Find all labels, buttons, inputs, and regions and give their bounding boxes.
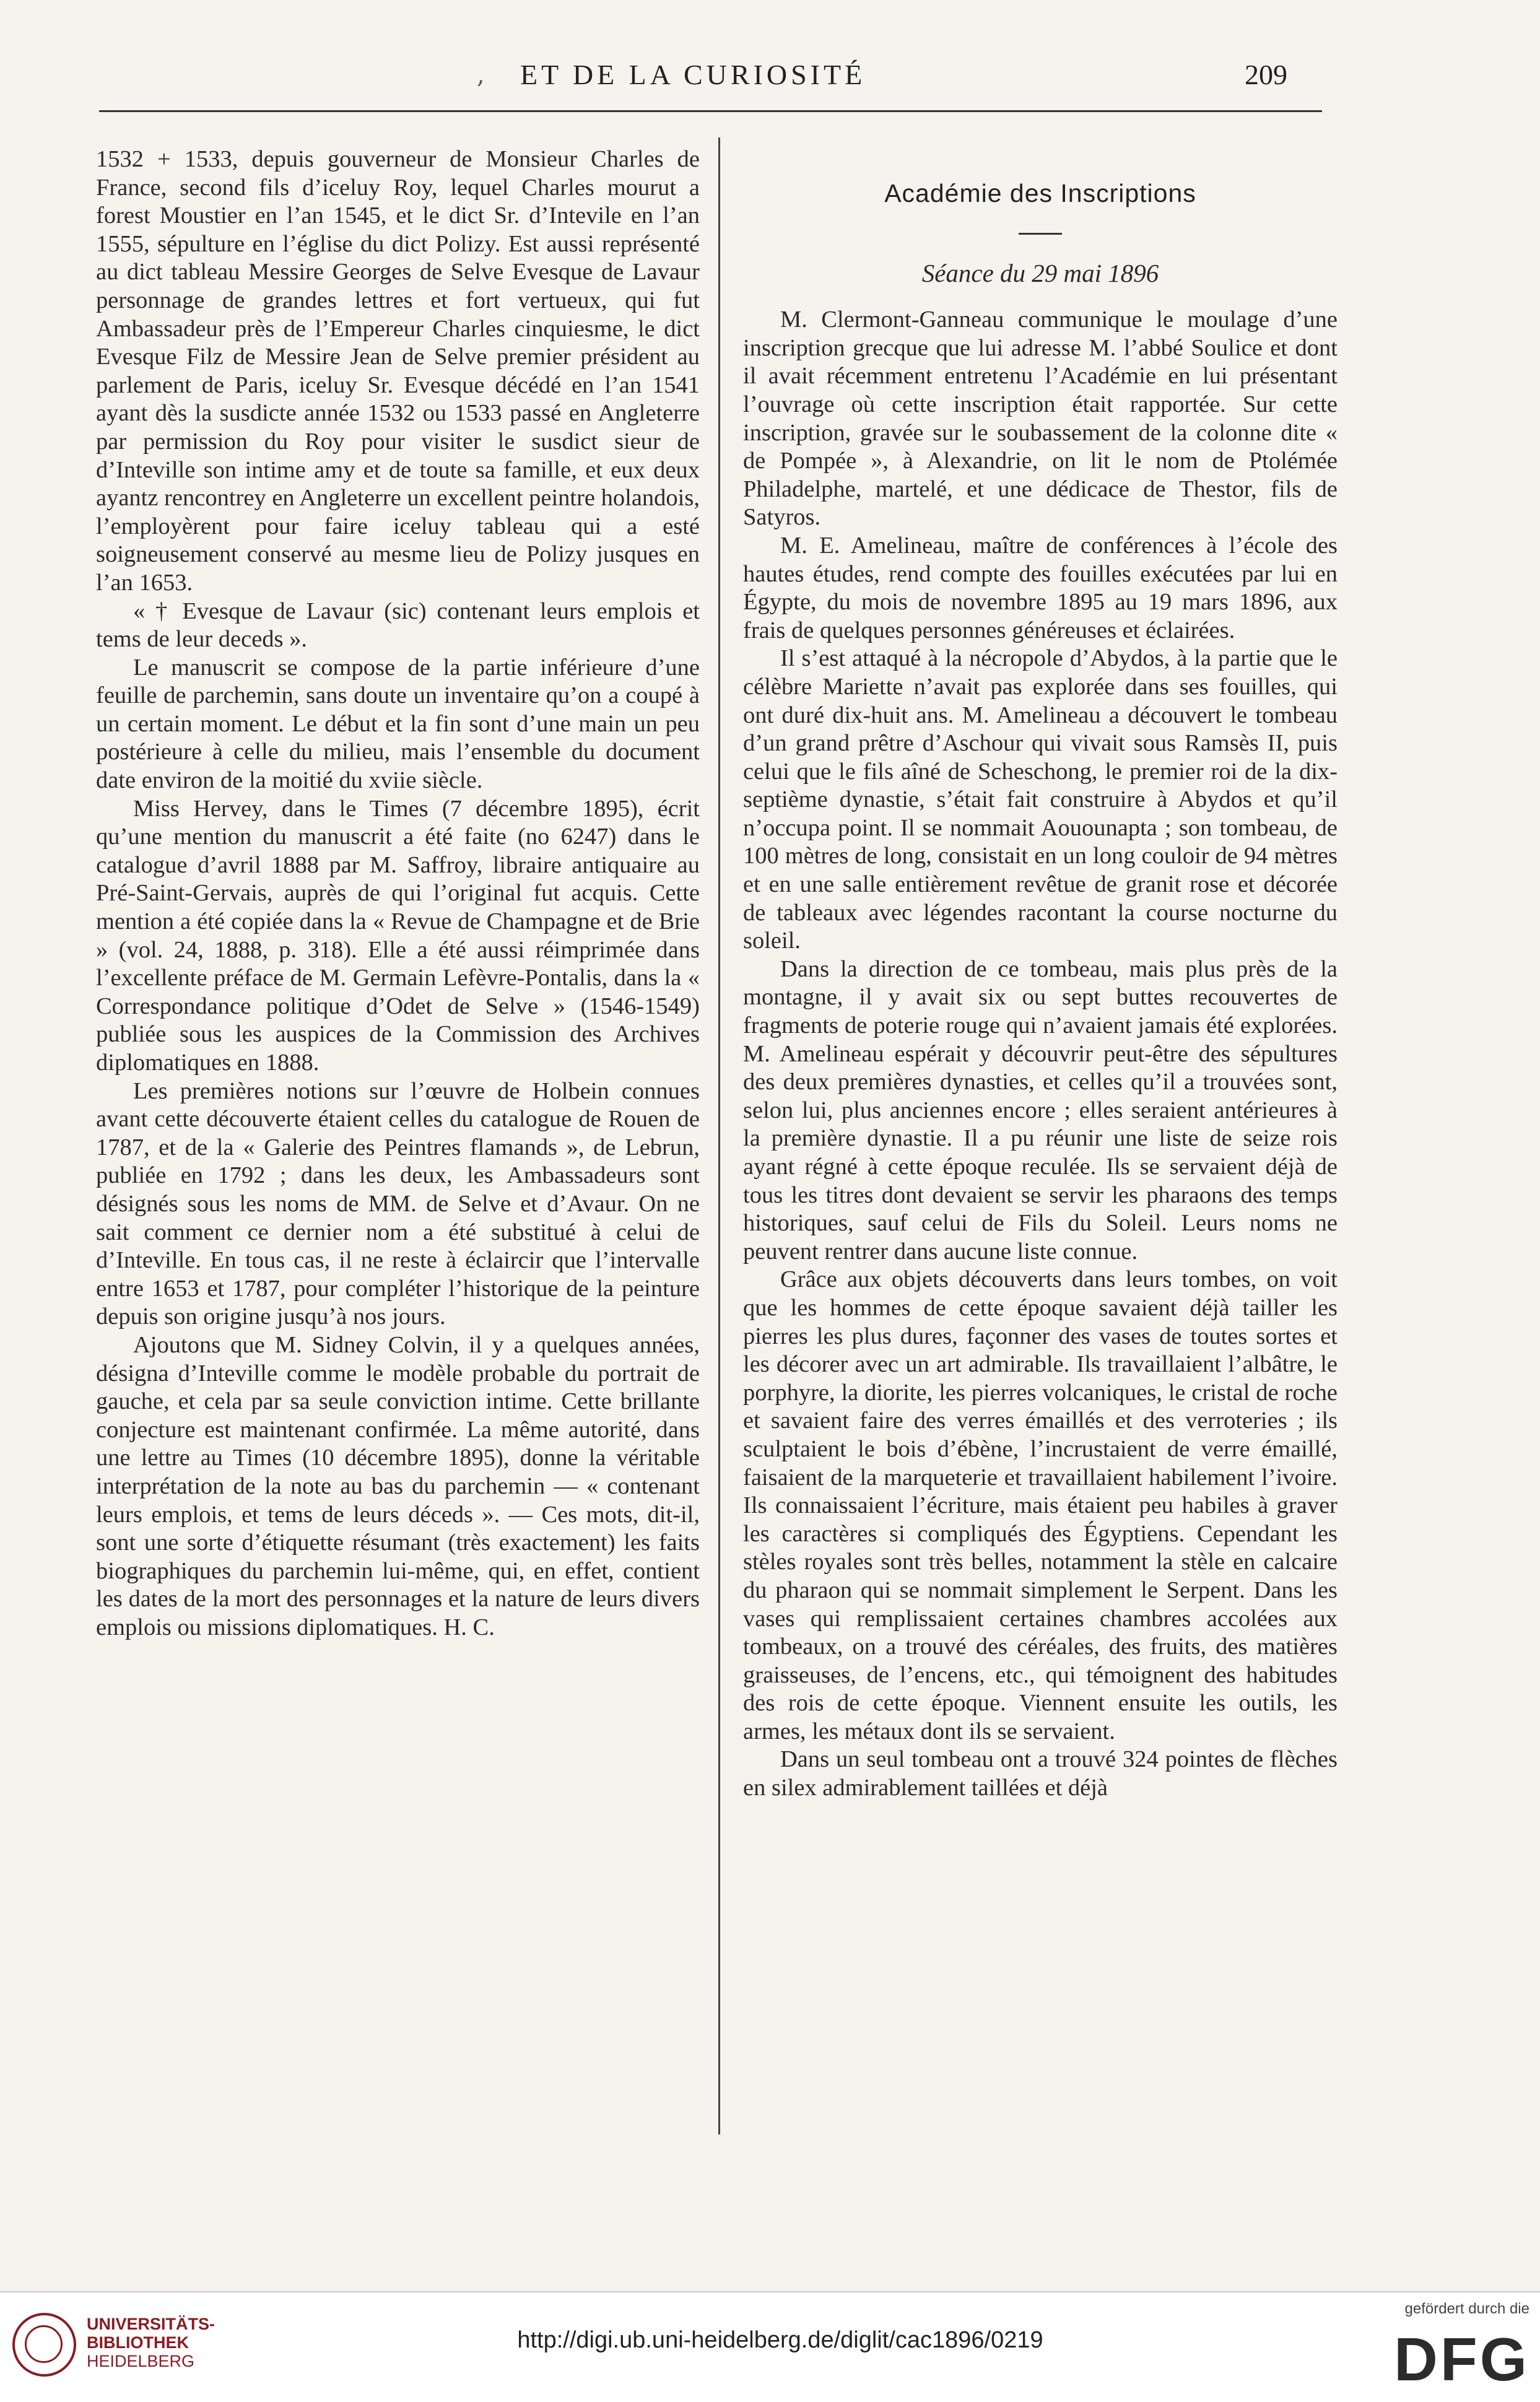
university-name-line-1: UNIVERSITÄTS- [87,2315,215,2333]
right-paragraph-5: Grâce aux objets découverts dans leurs tombes, on voit que les hommes de cette époque savaient déjà tailler les pierres les plus dures, façonner des vases de toutes sortes et les décorer avec un art admirable. Ils travaillaient l’albâtre, le porphyre, la diorite, les pierres volcaniques, le cristal de roche et savaient faire des verres émaillés et des verroteries ; ils sculptaient le bois d’ébène, l’incrustaient de verre émaillé, faisaient de la marqueterie et travaillaient habilement l’ivoire. Ils connaissaient l’écriture, mais étaient peu habiles à graver les caractères si compliqués des Égyptiens. Cependant les stèles royales sont très belles, notamment la stèle en calcaire du pharaon qui se nommait simplement le Serpent. Dans les vases qui remplissaient certaines chambres accolées aux tombeaux, on a trouvé des céréales, des fruits, des matières graisseuses, de l’encens, etc., qui témoignent des habitudes des rois de cette époque. Viennent ensuite les outils, les armes, les métaux dont ils se servaient. [743,1266,1338,1744]
section-title: Académie des Inscriptions [884,179,1196,207]
right-paragraph-4: Dans la direction de ce tombeau, mais plus près de la montagne, il y avait six ou sept buttes recouvertes de fragments de poterie rouge qui n’avaient jamais été explorées. M. Amelineau espérait y découvrir peut-être des sépultures des deux premières dynasties, et celles qu’il a trouvées sont, selon lui, plus anciennes encore ; elles seraient antérieures à la première dynastie. Il a pu réunir une liste de seize rois ayant régné à cette époque reculée. Ils se servaient déjà de tous les titres dont devaient se servir les pharaons des temps historiques, sauf celui de Fils du Soleil. Leurs noms ne peuvent rentrer dans aucune liste connue. [743,955,1338,1264]
left-paragraph-6: Ajoutons que M. Sidney Colvin, il y a quelques années, désigna d’Inteville comme le modèle probable du portrait de gauche, et cela par sa seule conviction intime. Cette brillante conjecture est maintenant confirmée. La même autorité, dans une lettre au Times (10 décembre 1895), donne la véritable interprétation de la note au bas du parchemin — « contenant leurs emplois, et tems de leurs déceds ». — Ces mots, dit-il, sont une sorte d’étiquette résumant (très exactement) les faits biographiques du parchemin lui-même, qui, en effet, contient les dates de la mort des personnages et la nature de leurs divers emplois ou missions diplomatiques. H. C. [96,1331,700,1640]
right-paragraph-6: Dans un seul tombeau ont a trouvé 324 pointes de flèches en silex admirablement taillées et déjà [743,1746,1338,1801]
university-name-line-2: BIBLIOTHEK [87,2333,189,2352]
right-paragraph-1: M. Clermont-Ganneau communique le moulage d’une inscription grecque que lui adresse M. l’abbé Soulice et dont il avait récemment entretenu l’Académie en lui présentant l’ouvrage où cette inscription était rapportée. Sur cette inscription, gravée sur le soubassement de la colonne dite « de Pompée », à Alexandrie, on lit le nom de Ptolémée Philadelphe, martelé, et une dédicace de Thestor, fils de Satyros. [743,307,1338,531]
column-divider [718,137,720,2134]
university-name[interactable] [87,2315,272,2370]
left-column [96,146,700,1642]
left-paragraph-1: 1532 + 1533, depuis gouverneur de Monsieur Charles de France, second fils d’iceluy Roy, lequel Charles mourut a forest Moustier en l’an 1545, et le dict Sr. d’Intevile en l’an 1555, sépulture en l’église du dict Polizy. Est aussi représenté au dict tableau Messire Georges de Selve Evesque de Lavaur personnage de grandes lettres et fort vertueux, qui fut Ambassadeur près de l’Empereur Charles cinquiesme, le dict Evesque Filz de Messire Jean de Selve premier président au parlement de Paris, iceluy Sr. Evesque décédé en l’an 1541 ayant dès la susdicte année 1532 ou 1533 passé en Angleterre par permission du Roy pour visiter le susdict sieur de d’Inteville son intime amy et de toute sa famille, et eux deux ayantz rencontrey en Angleterre un excellent peintre holandois, l’employèrent pour faire iceluy tableau qui a esté soigneusement conservé au mesme lieu de Polizy jusques en l’an 1653. [96,146,700,596]
seal-inner-ring [25,2325,63,2363]
university-name-line-3: HEIDELBERG [87,2352,195,2370]
right-paragraph-3: Il s’est attaqué à la nécropole d’Abydos, à la partie que le célèbre Mariette n’avait pas explorée dans ses fouilles, qui ont duré dix-huit ans. M. Amelineau a découvert le tombeau d’un grand prêtre d’Aschour qui vivait sous Ramsès II, puis celui que le fils aîné de Scheschong, le premier roi de la dix-septième dynastie, s’était fait construire à Abydos et qu’il n’occupa point. Il se nommait Aouounapta ; son tombeau, de 100 mètres de long, consistait en un long couloir de 94 mètres et en une salle entièrement revêtue de granit rose et décorée de tableaux avec légendes racontant la course nocturne du soleil. [743,645,1338,954]
left-paragraph-5: Les premières notions sur l’œuvre de Holbein connues avant cette découverte étaient celles du catalogue de Rouen de 1787, et de la « Galerie des Peintres flamands », de Lebrun, publiée en 1792 ; dans les deux, les Ambassadeurs sont désignés sous les noms de MM. de Selve et d’Avaur. On ne sait comment ce dernier nom a été substitué à celui de d’Inteville. En tous cas, il ne reste à éclaircir que l’intervalle entre 1653 et 1787, pour compléter l’historique de la peinture depuis son origine jusqu’à nos jours. [96,1077,700,1330]
running-head-title: ET DE LA CURIOSITÉ [520,59,866,90]
session-heading: Séance du 29 mai 1896 [921,258,1159,287]
dfg-logo[interactable]: DFG [1394,2325,1529,2393]
left-paragraph-3: Le manuscrit se compose de la partie inférieure d’une feuille de parchemin, sans doute un inventaire qu’on a coupé à un certain moment. Le début et la fin sont d’une main un peu postérieure à celle du milieu, mais l’ensemble du document date environ de la moitié du xviie siècle. [96,654,700,794]
header-rule [99,110,1322,112]
university-seal-icon[interactable] [12,2313,76,2377]
running-head [93,54,1331,104]
page-number: 209 [1245,59,1287,90]
footer-rule [0,2291,1540,2292]
right-paragraph-2: M. E. Amelineau, maître de conférences à l’école des hautes études, rend compte des fouilles exécutées par lui en Égypte, du mois de novembre 1895 au 19 mars 1896, aux frais de quelques personnes généreuses et éclairées. [743,532,1338,643]
left-paragraph-2: « † Evesque de Lavaur (sic) contenant leurs emplois et tems de leur deceds ». [96,598,700,653]
running-head-mark: , [477,61,485,89]
right-column [743,180,1338,1803]
funding-label: gefördert durch die [1404,2300,1529,2317]
document-url-link[interactable]: http://digi.ub.uni-heidelberg.de/diglit/cac1896/0219 [517,2327,1043,2353]
title-dash [1019,233,1062,235]
left-paragraph-4: Miss Hervey, dans le Times (7 décembre 1895), écrit qu’une mention du manuscrit a été faite (no 6247) dans le catalogue d’avril 1888 par M. Saffroy, libraire antiquaire au Pré-Saint-Gervais, auprès de qui l’original fut acquis. Cette mention a été copiée dans la « Revue de Champagne et de Brie » (vol. 24, 1888, p. 318). Elle a été aussi réimprimée dans l’excellente préface de M. Germain Lefèvre-Pontalis, dans la « Correspondance politique d’Odet de Selve » (1546-1549) publiée sous les auspices de la Commission des Archives diplomatiques en 1888. [96,795,700,1076]
